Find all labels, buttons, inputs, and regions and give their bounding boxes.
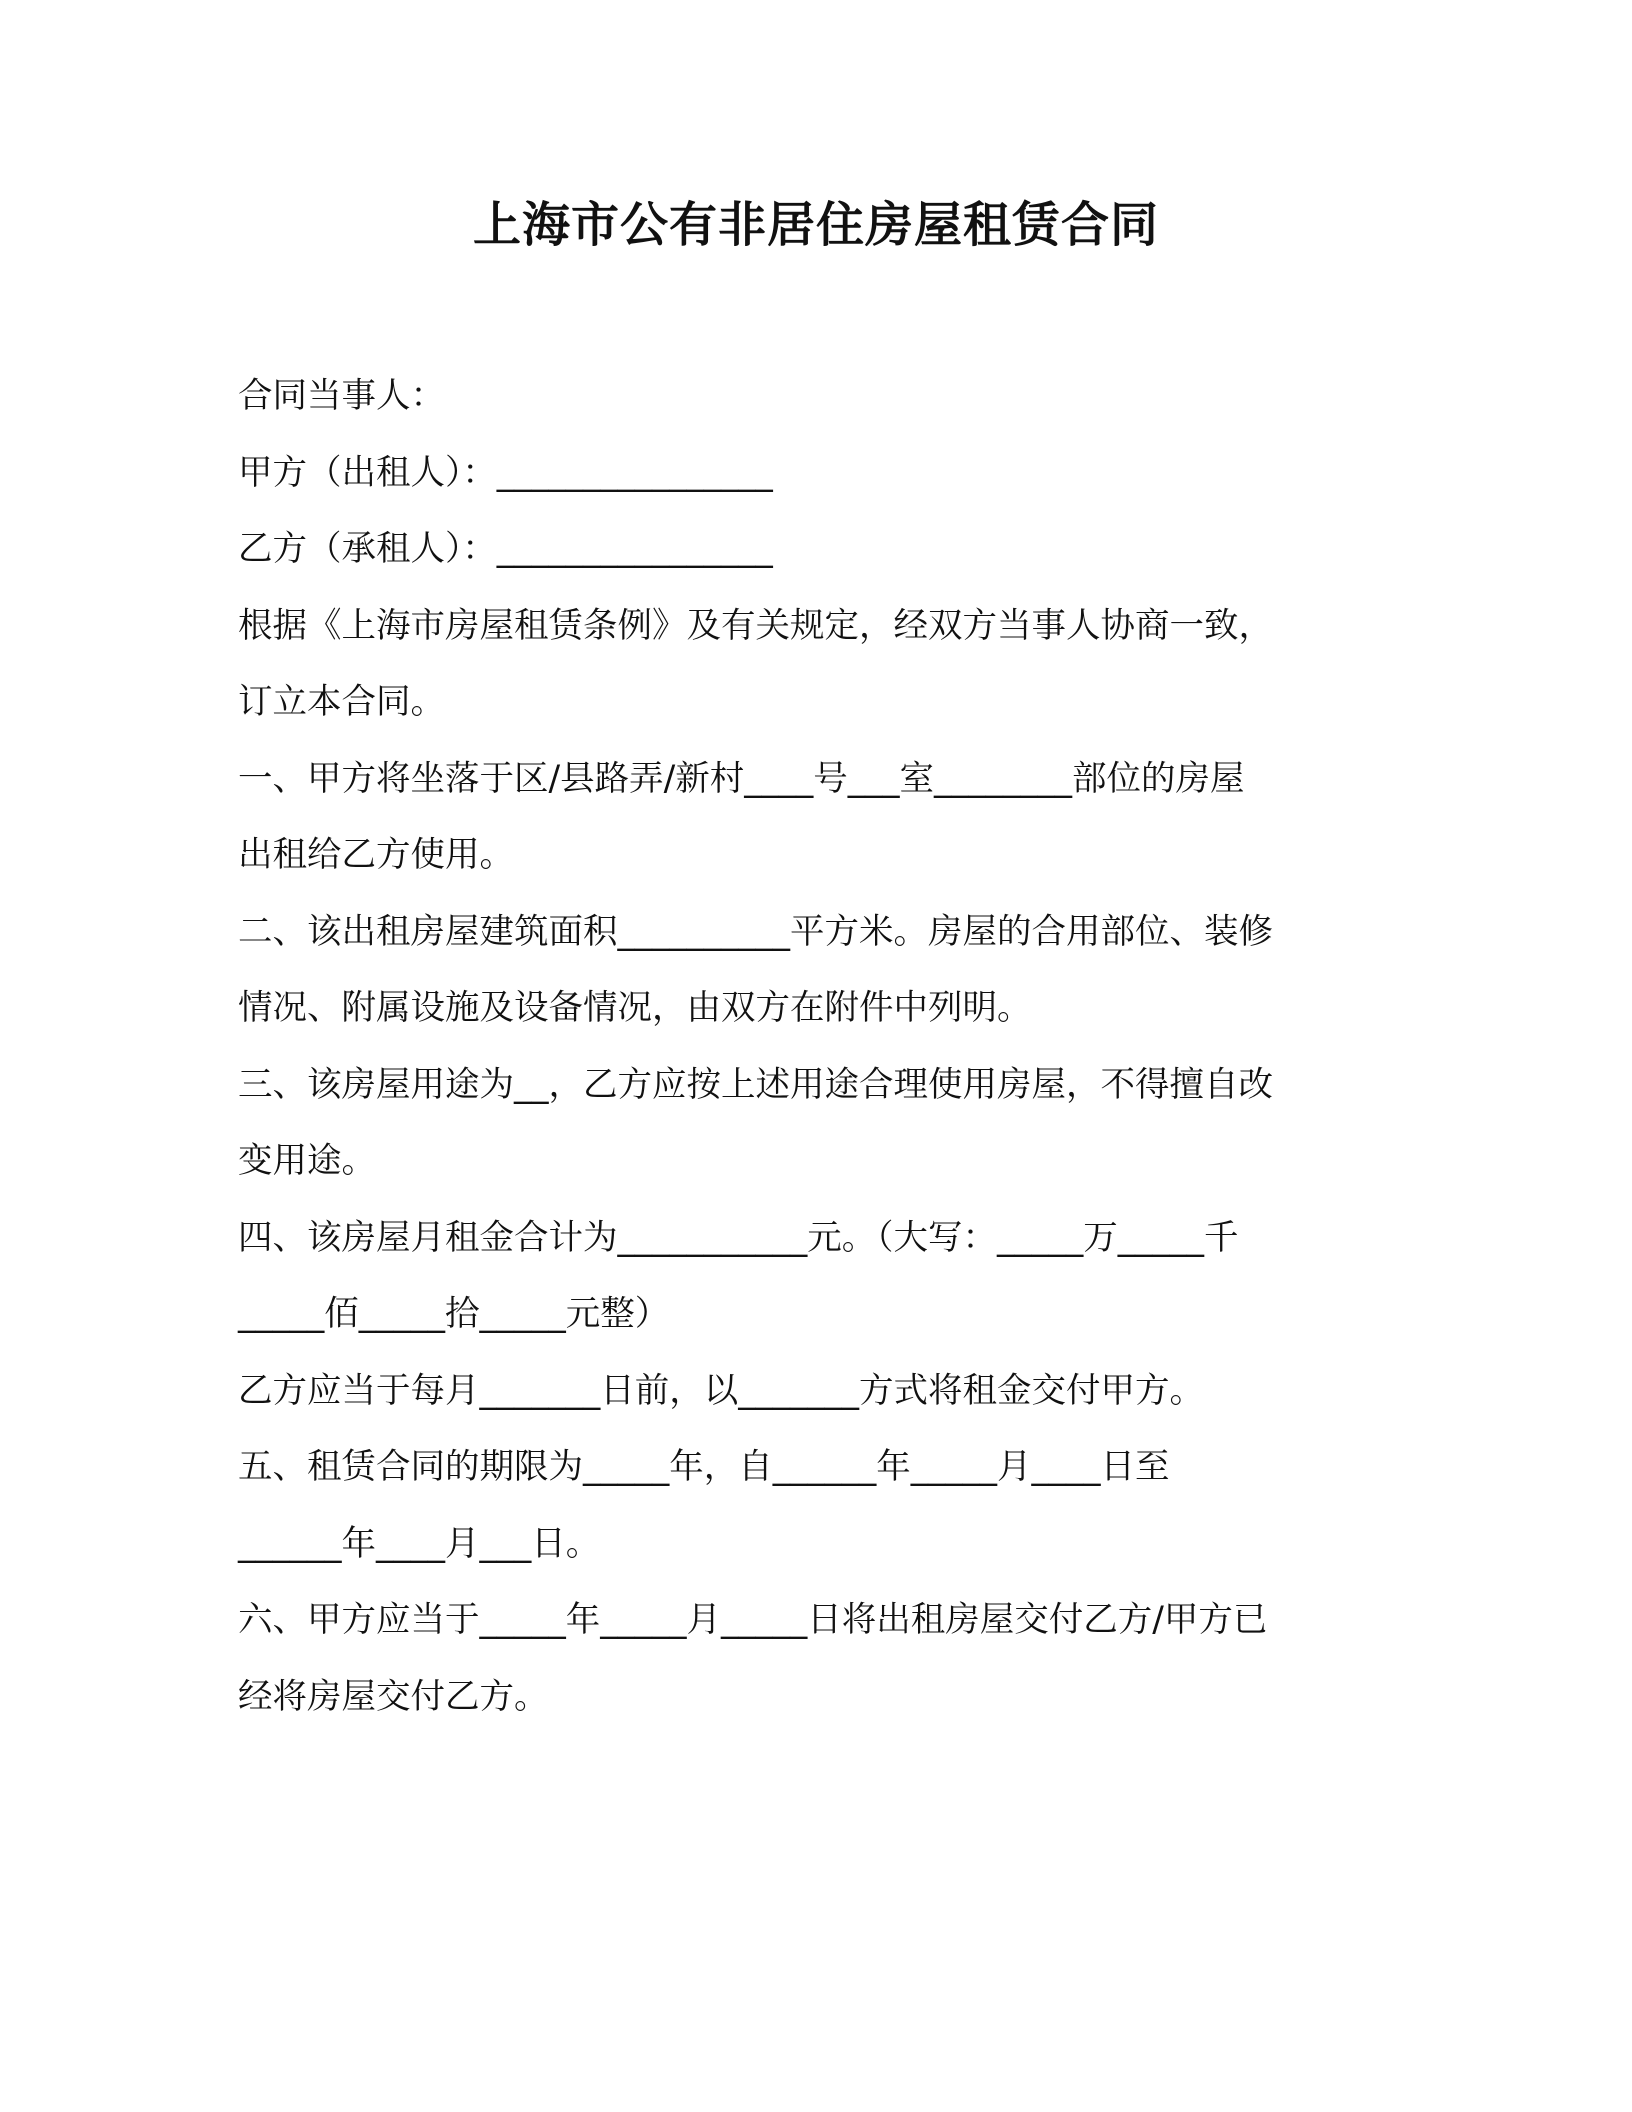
text-line: 乙方应当于每月_______日前，以_______方式将租金交付甲方。 xyxy=(238,1370,1204,1411)
text-line: 四、该房屋月租金合计为___________元。（大写：_____万_____千 xyxy=(238,1217,1239,1258)
text-line: 一、甲方将坐落于区/县路弄/新村____号___室________部位的房屋 xyxy=(238,758,1245,799)
text-line: 根据《上海市房屋租赁条例》及有关规定，经双方当事人协商一致， xyxy=(238,605,1273,646)
text-line: 情况、附属设施及设备情况，由双方在附件中列明。 xyxy=(238,988,1032,1028)
text-line: 乙方（承租人）：________________ xyxy=(238,529,773,569)
text-line: ______年____月___日。 xyxy=(238,1523,601,1564)
text-line: 三、该房屋用途为__，乙方应按上述用途合理使用房屋，不得擅自改 xyxy=(238,1064,1273,1105)
text-line: 订立本合同。 xyxy=(238,682,445,722)
text-line: 变用途。 xyxy=(238,1141,376,1181)
text-line: _____佰_____拾_____元整） xyxy=(238,1294,670,1334)
text-line: 经将房屋交付乙方。 xyxy=(238,1676,549,1717)
document-title: 上海市公有非居住房屋租赁合同 xyxy=(472,197,1159,253)
document-body xyxy=(238,358,1408,1735)
text-line: 二、该出租房屋建筑面积__________平方米。房屋的合用部位、装修 xyxy=(238,911,1273,952)
text-line: 出租给乙方使用。 xyxy=(238,835,514,875)
text-line: 甲方（出租人）：________________ xyxy=(238,452,773,493)
text-line: 合同当事人： xyxy=(238,376,445,416)
text-line: 五、租赁合同的期限为_____年，自______年_____月____日至 xyxy=(238,1447,1170,1487)
text-line: 六、甲方应当于_____年_____月_____日将出租房屋交付乙方/甲方已 xyxy=(238,1600,1268,1640)
